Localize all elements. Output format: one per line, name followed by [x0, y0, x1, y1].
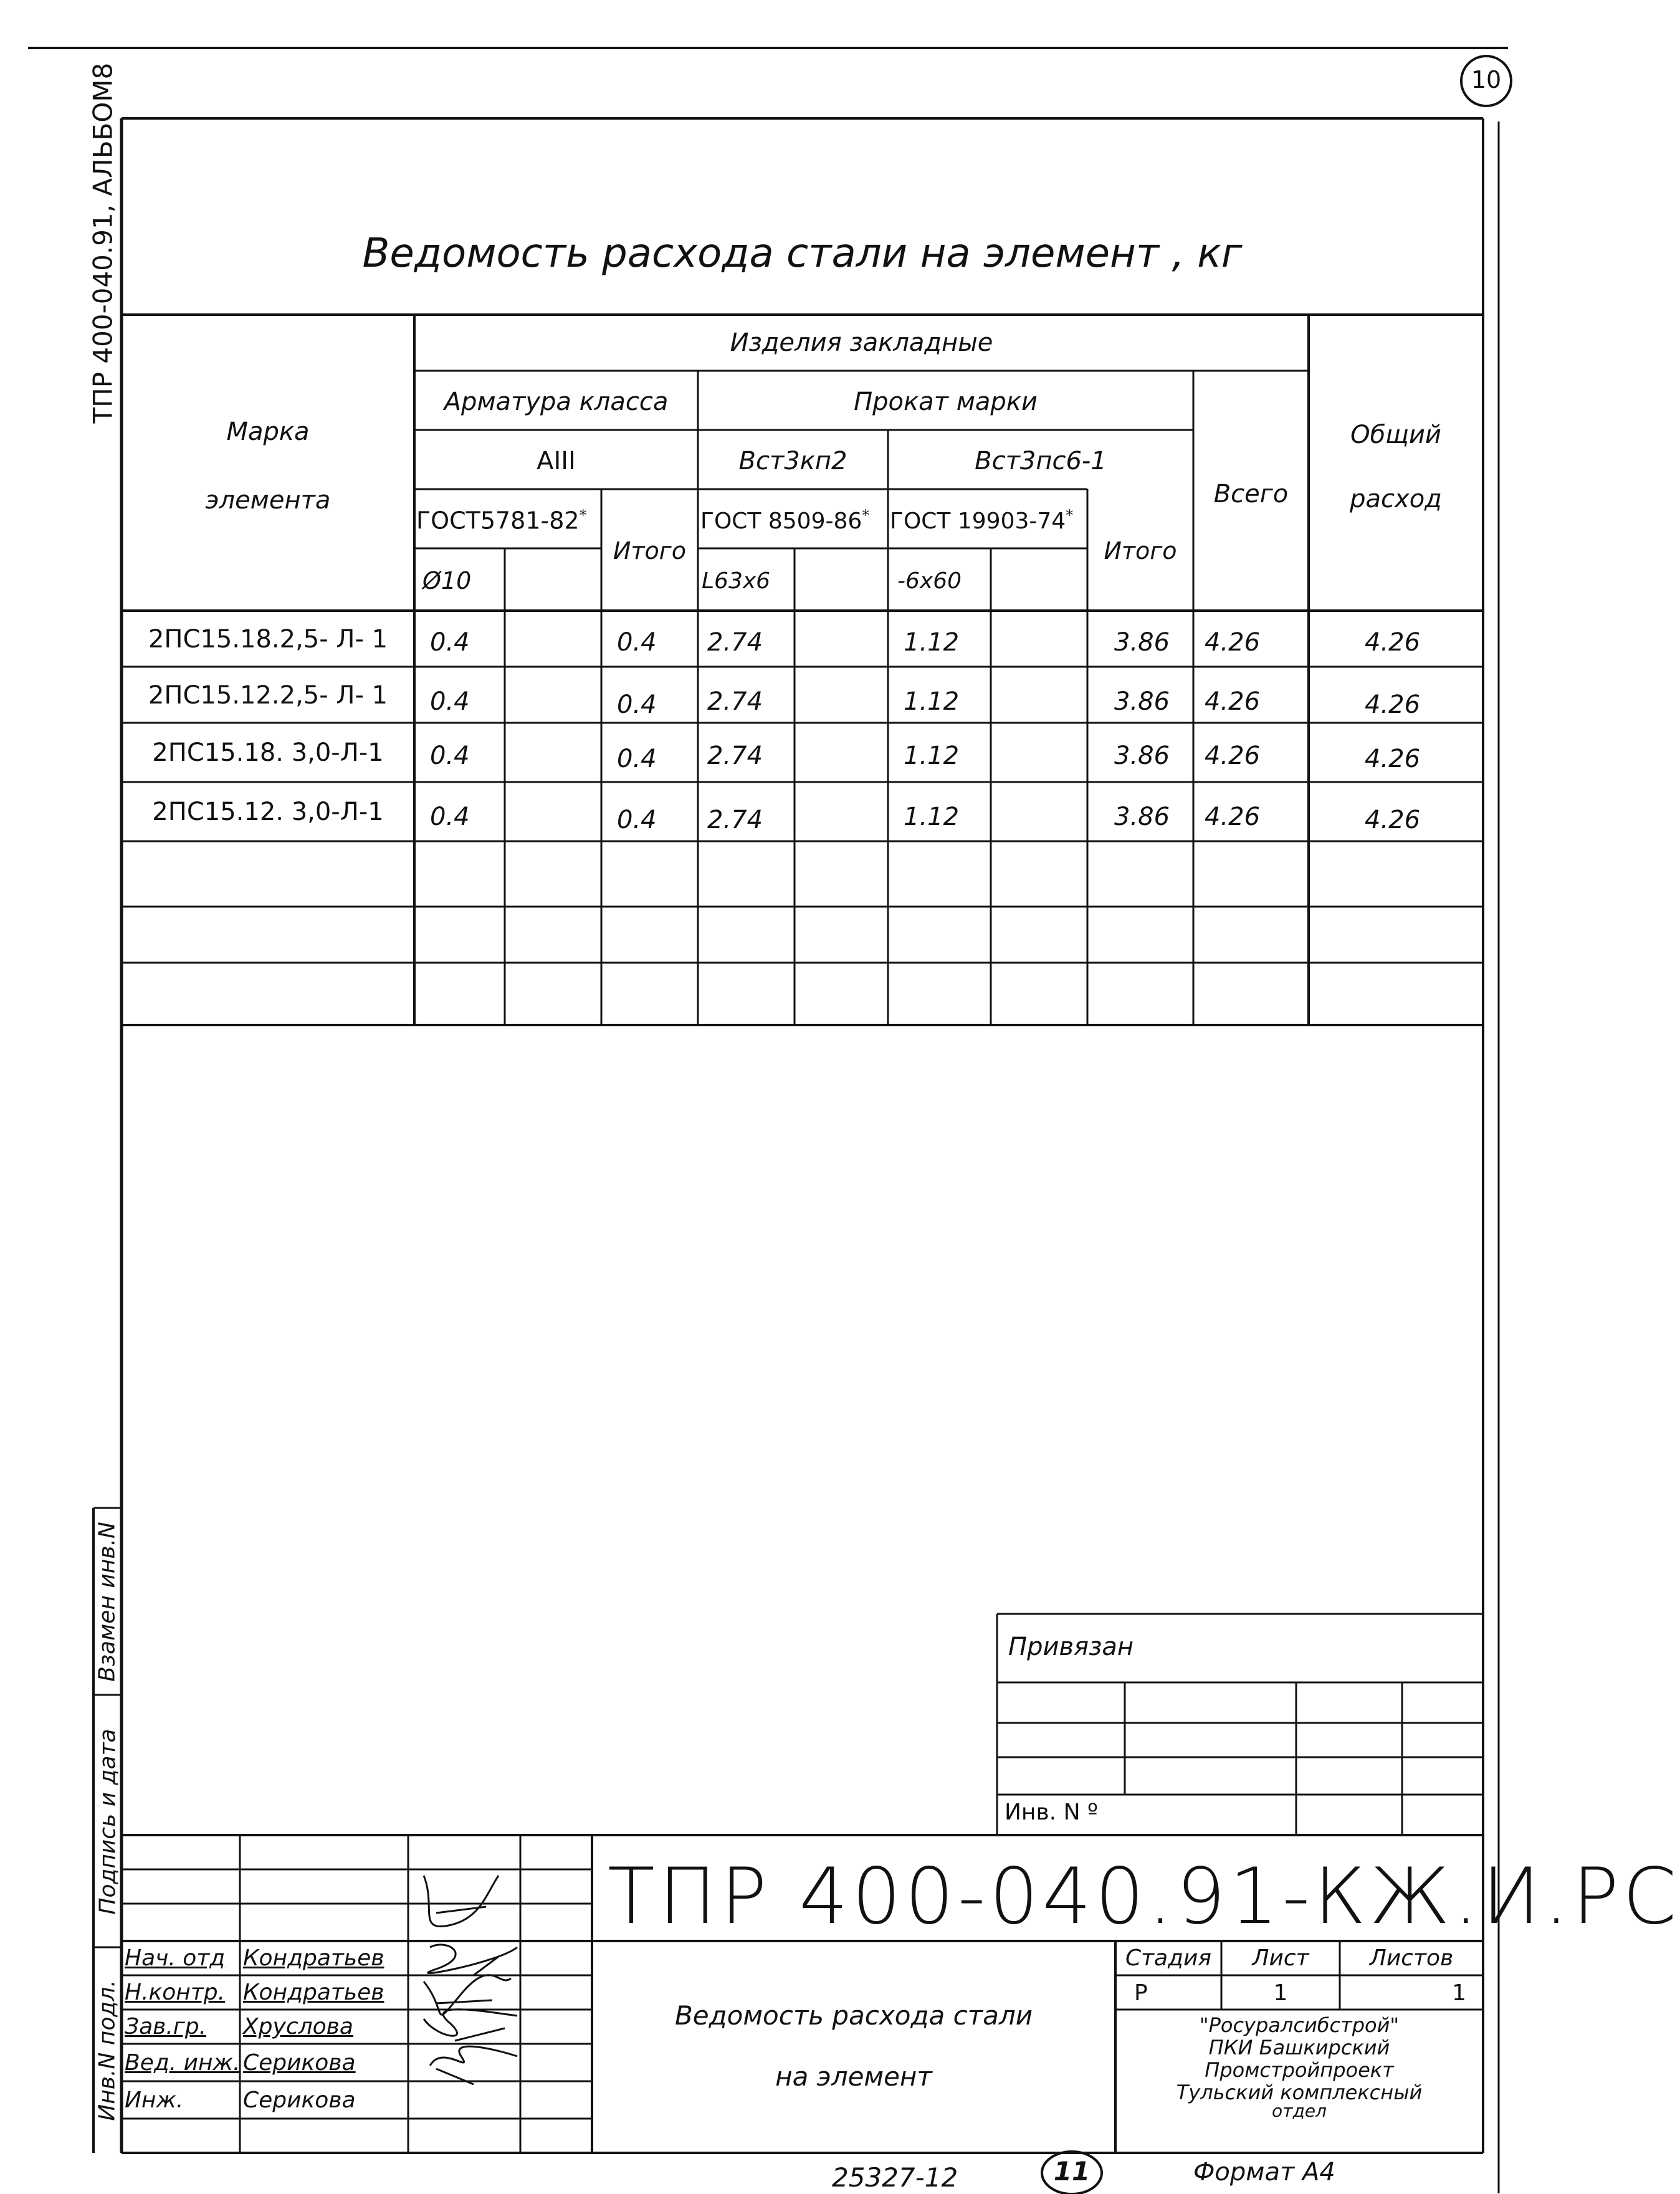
sheet-value: 1	[1273, 1980, 1288, 2006]
org-line-5: отдел	[1272, 2101, 1327, 2121]
document-title-line1: Ведомость расхода стали	[674, 2000, 1033, 2031]
binding-label: Привязан	[1008, 1633, 1134, 1661]
stage-label: Стадия	[1125, 1945, 1212, 1971]
sheet-number-badge: 10	[1471, 66, 1502, 93]
row-all: 4.26	[1205, 628, 1261, 657]
row-l63: 2.74	[707, 806, 763, 834]
rebar-class-label: AIII	[537, 447, 576, 475]
stage-value: Р	[1134, 1980, 1148, 2006]
org-line-2: ПКИ Башкирский	[1208, 2036, 1390, 2059]
sheets-label: Листов	[1369, 1945, 1454, 1971]
row-mark: 2ПС15.12. 3,0-Л-1	[152, 798, 384, 826]
row-l63: 2.74	[707, 628, 763, 657]
row-total: 4.26	[1365, 745, 1421, 773]
document-title-line2: на элемент	[775, 2061, 932, 2092]
staff-name: Серикова	[243, 2087, 356, 2113]
row-d10: 0.4	[430, 628, 470, 657]
row-l63: 2.74	[707, 742, 763, 770]
row-strip: 1.12	[904, 803, 960, 831]
row-d10: 0.4	[430, 687, 470, 716]
group-rebar-label: Арматура класса	[444, 388, 669, 416]
steel1-profile-label: L63x6	[702, 568, 771, 594]
rebar-total-label: Итого	[613, 537, 687, 565]
col-all-label: Всего	[1213, 480, 1289, 508]
rolled-total-label: Итого	[1104, 537, 1177, 565]
row-total: 4.26	[1365, 690, 1421, 719]
row-mark: 2ПС15.18.2,5- Л- 1	[148, 625, 388, 654]
row-rebar-total: 0.4	[617, 806, 657, 834]
row-total: 4.26	[1365, 628, 1421, 657]
stamp-original-inv: Инв.N подл.	[94, 1980, 120, 2121]
steel1-label: Вст3кп2	[738, 447, 847, 475]
group-rolled-label: Прокат марки	[854, 388, 1038, 416]
staff-name: Серикова	[243, 2050, 356, 2076]
steel2-gost-text: ГОСТ 19903-74	[890, 508, 1066, 534]
row-rolled-total: 3.86	[1114, 742, 1170, 770]
row-rolled-total: 3.86	[1114, 628, 1170, 657]
row-d10: 0.4	[430, 742, 470, 770]
row-all: 4.26	[1205, 803, 1261, 831]
col-total-label-1: Общий	[1350, 421, 1441, 449]
sheets-value: 1	[1452, 1980, 1466, 2006]
row-strip: 1.12	[904, 742, 960, 770]
row-rolled-total: 3.86	[1114, 687, 1170, 716]
group-embedded-label: Изделия закладные	[730, 328, 993, 357]
rebar-gost-label	[416, 507, 587, 535]
row-all: 4.26	[1205, 687, 1261, 716]
steel1-gost-mark: *	[862, 507, 870, 524]
row-total: 4.26	[1365, 806, 1421, 834]
staff-name: Хруслова	[243, 2014, 353, 2039]
col-total-label-2: расход	[1350, 485, 1442, 513]
steel2-label: Вст3пс6-1	[975, 447, 1107, 475]
steel1-gost-text: ГОСТ 8509-86	[700, 508, 862, 534]
org-line-1: "Росуралсибстрой"	[1199, 2013, 1400, 2037]
page-title: Ведомость расхода стали на элемент , кг	[362, 231, 1243, 277]
col-mark-label-1: Марка	[226, 417, 310, 446]
row-mark: 2ПС15.12.2,5- Л- 1	[148, 681, 388, 710]
staff-name: Кондратьев	[243, 1980, 384, 2005]
binding-inv-no: Инв. N º	[1005, 1800, 1098, 1825]
signatures	[424, 1876, 517, 2084]
rebar-gost-text: ГОСТ5781-82	[416, 507, 580, 535]
staff-name: Кондратьев	[243, 1945, 384, 1971]
row-rebar-total: 0.4	[617, 628, 657, 657]
staff-role: Н.контр.	[125, 1980, 226, 2005]
footer-page-badge: 11	[1053, 2156, 1091, 2187]
row-rebar-total: 0.4	[617, 690, 657, 719]
row-d10: 0.4	[430, 803, 470, 831]
stamp-sign-date: Подпись и дата	[95, 1729, 121, 1915]
footer-format: Формат А4	[1193, 2158, 1335, 2187]
steel1-gost-label	[700, 507, 869, 534]
staff-role: Инж.	[125, 2087, 184, 2113]
rebar-diameter-label: Ø10	[422, 567, 472, 594]
row-mark: 2ПС15.18. 3,0-Л-1	[152, 738, 384, 767]
row-strip: 1.12	[904, 687, 960, 716]
steel2-gost-mark: *	[1066, 507, 1074, 524]
org-line-4: Тульский комплексный	[1176, 2081, 1423, 2104]
staff-role: Вед. инж.	[125, 2050, 241, 2076]
footer-doc-number: 25327-12	[832, 2162, 958, 2193]
org-line-3: Промстройпроект	[1205, 2058, 1394, 2082]
staff-role: Зав.гр.	[125, 2014, 207, 2039]
sheet-label: Лист	[1252, 1945, 1309, 1971]
row-all: 4.26	[1205, 742, 1261, 770]
col-mark-label-2: элемента	[205, 486, 331, 515]
steel2-profile-label: -6x60	[897, 568, 962, 594]
row-l63: 2.74	[707, 687, 763, 716]
document-code: ТПР 400-040.91-КЖ.И.РС	[608, 1852, 1680, 1942]
row-rebar-total: 0.4	[617, 745, 657, 773]
staff-role: Нач. отд	[125, 1945, 226, 1971]
rebar-gost-mark: *	[579, 507, 587, 524]
album-side-label: ТПР 400-040.91, АЛЬБОМ8	[87, 62, 118, 424]
steel2-gost-label	[890, 507, 1073, 534]
stamp-replace-inv: Взамен инв.N	[94, 1522, 120, 1682]
row-rolled-total: 3.86	[1114, 803, 1170, 831]
row-strip: 1.12	[904, 628, 960, 657]
